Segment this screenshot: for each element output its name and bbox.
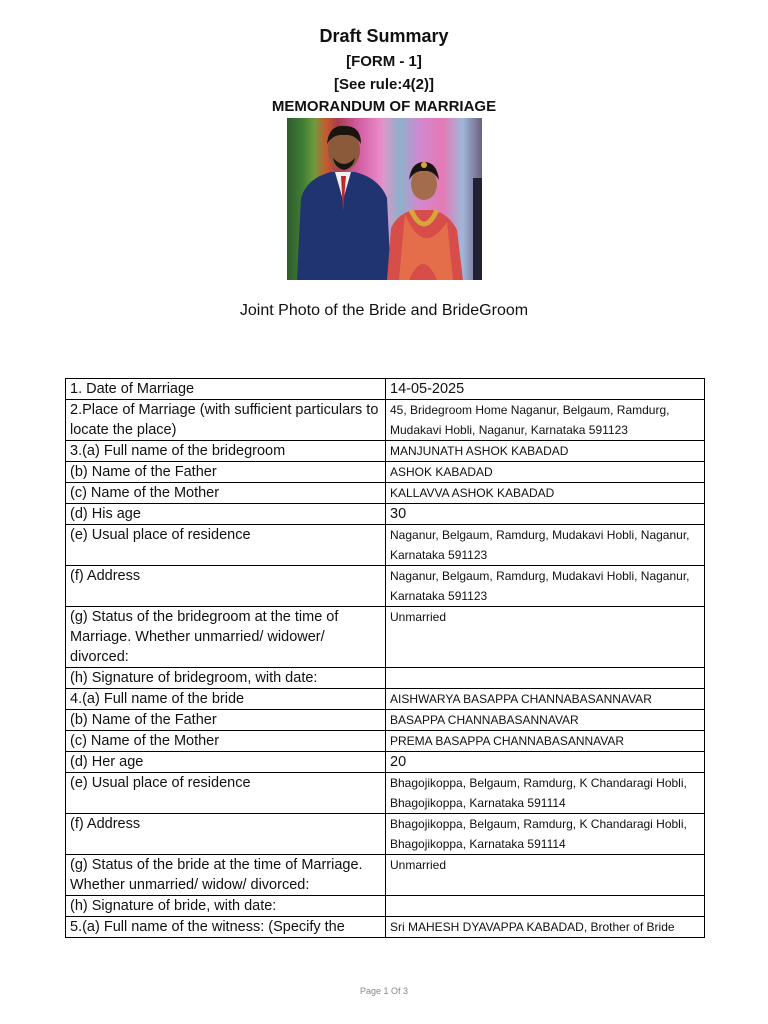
- row-label: (c) Name of the Mother: [66, 731, 386, 752]
- table-row: [66, 731, 705, 752]
- row-label: 4.(a) Full name of the bride: [66, 689, 386, 710]
- row-label: (g) Status of the bridegroom at the time of Marriage. Whether unmarried/ widower/ divorced:: [66, 607, 386, 668]
- row-value: Bhagojikoppa, Belgaum, Ramdurg, K Chandaragi Hobli, Bhagojikoppa, Karnataka 591114: [386, 773, 705, 814]
- row-label: (g) Status of the bride at the time of Marriage. Whether unmarried/ widow/ divorced:: [66, 855, 386, 896]
- table-row: [66, 668, 705, 689]
- table-row: [66, 566, 705, 607]
- row-value: [386, 668, 705, 689]
- row-value: Naganur, Belgaum, Ramdurg, Mudakavi Hobli, Naganur, Karnataka 591123: [386, 566, 705, 607]
- row-label: (d) His age: [66, 504, 386, 525]
- row-value: KALLAVVA ASHOK KABADAD: [386, 483, 705, 504]
- table-row: [66, 504, 705, 525]
- table-row: [66, 917, 705, 938]
- row-value: MANJUNATH ASHOK KABADAD: [386, 441, 705, 462]
- table-row: [66, 462, 705, 483]
- row-value: Naganur, Belgaum, Ramdurg, Mudakavi Hobli, Naganur, Karnataka 591123: [386, 525, 705, 566]
- row-value: PREMA BASAPPA CHANNABASANNAVAR: [386, 731, 705, 752]
- form-number: [FORM - 1]: [346, 53, 422, 70]
- memorandum-heading: MEMORANDUM OF MARRIAGE: [271, 98, 497, 115]
- document-title: Draft Summary: [319, 26, 449, 46]
- row-value: 30: [386, 504, 705, 525]
- page-number: Page 1 Of 3: [359, 986, 409, 996]
- row-value: BASAPPA CHANNABASANNAVAR: [386, 710, 705, 731]
- row-label: (b) Name of the Father: [66, 710, 386, 731]
- row-label: (h) Signature of bridegroom, with date:: [66, 668, 386, 689]
- row-label: (e) Usual place of residence: [66, 773, 386, 814]
- row-value: Unmarried: [386, 855, 705, 896]
- row-value: Unmarried: [386, 607, 705, 668]
- table-row: [66, 525, 705, 566]
- row-value: 14-05-2025: [386, 379, 705, 400]
- joint-photo: [287, 118, 482, 280]
- table-row: [66, 441, 705, 462]
- row-value: Sri MAHESH DYAVAPPA KABADAD, Brother of Bride: [386, 917, 705, 938]
- table-row: [66, 896, 705, 917]
- row-value: Bhagojikoppa, Belgaum, Ramdurg, K Chandaragi Hobli, Bhagojikoppa, Karnataka 591114: [386, 814, 705, 855]
- row-label: (e) Usual place of residence: [66, 525, 386, 566]
- row-value: [386, 896, 705, 917]
- table-row: [66, 689, 705, 710]
- photo-caption: Joint Photo of the Bride and BrideGroom: [239, 302, 529, 319]
- row-value: AISHWARYA BASAPPA CHANNABASANNAVAR: [386, 689, 705, 710]
- row-label: (f) Address: [66, 814, 386, 855]
- table-row: [66, 773, 705, 814]
- rule-reference: [See rule:4(2)]: [333, 76, 435, 93]
- row-label: 2.Place of Marriage (with sufficient particulars to locate the place): [66, 400, 386, 441]
- joint-photo-illustration: [287, 118, 482, 280]
- table-row: [66, 483, 705, 504]
- row-value: 20: [386, 752, 705, 773]
- row-label: (f) Address: [66, 566, 386, 607]
- table-row: [66, 814, 705, 855]
- row-label: 5.(a) Full name of the witness: (Specify the: [66, 917, 386, 938]
- table-row: [66, 710, 705, 731]
- row-label: (c) Name of the Mother: [66, 483, 386, 504]
- row-label: 1. Date of Marriage: [66, 379, 386, 400]
- row-label: (b) Name of the Father: [66, 462, 386, 483]
- memorandum-table: [65, 378, 705, 938]
- table-row: [66, 607, 705, 668]
- table-row: [66, 752, 705, 773]
- table-row: [66, 400, 705, 441]
- table-row: [66, 379, 705, 400]
- row-label: (h) Signature of bride, with date:: [66, 896, 386, 917]
- table-row: [66, 855, 705, 896]
- row-value: ASHOK KABADAD: [386, 462, 705, 483]
- row-label: (d) Her age: [66, 752, 386, 773]
- row-label: 3.(a) Full name of the bridegroom: [66, 441, 386, 462]
- row-value: 45, Bridegroom Home Naganur, Belgaum, Ramdurg, Mudakavi Hobli, Naganur, Karnataka 591123: [386, 400, 705, 441]
